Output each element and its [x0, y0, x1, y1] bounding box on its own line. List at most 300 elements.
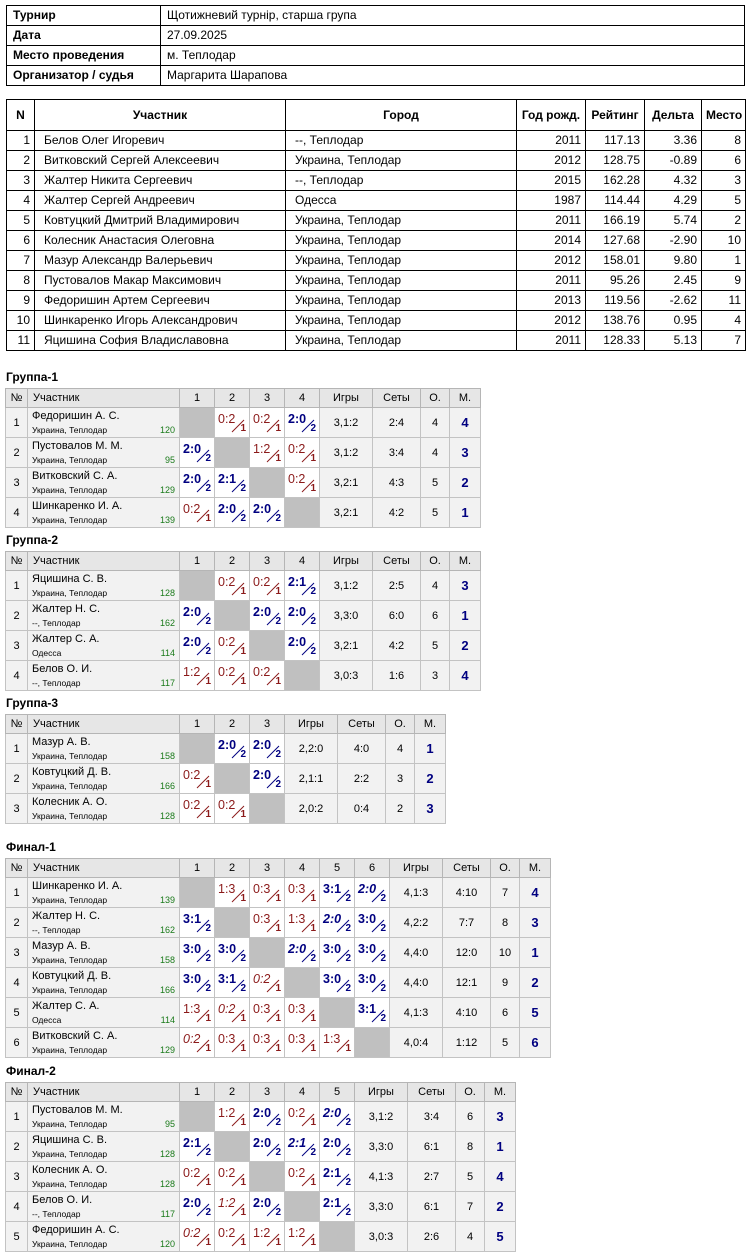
player-place: 1 — [485, 1132, 516, 1162]
match-score: 2:0 — [253, 502, 272, 516]
group-header-opponent: 4 — [285, 552, 320, 571]
player-games: 4,4:0 — [390, 938, 443, 968]
match-score: 2:0 — [253, 1106, 272, 1120]
group-player-row — [6, 998, 551, 1028]
participant-cell: 114.44 — [586, 191, 645, 211]
match-points: 1 — [240, 1237, 246, 1248]
participant-cell: -2.62 — [645, 291, 702, 311]
match-score: 0:3 — [253, 882, 271, 896]
player-name: Витковский С. А. — [32, 1030, 118, 1042]
player-rating: 114 — [160, 648, 175, 658]
player-rating: 158 — [159, 751, 175, 761]
match-points: 2 — [275, 749, 281, 760]
self-match-cell — [250, 938, 285, 968]
info-row — [7, 46, 745, 66]
match-score-cell — [285, 571, 320, 601]
participant-row — [7, 151, 746, 171]
player-sets: 6:0 — [373, 601, 421, 631]
match-score-cell — [285, 878, 320, 908]
player-name: Жалтер Н. С. — [32, 910, 101, 922]
match-points: 1 — [240, 1177, 246, 1188]
match-score-cell — [250, 438, 285, 468]
player-city: Украина, Теплодар — [32, 1179, 108, 1189]
match-score-cell — [215, 1028, 250, 1058]
match-score: 0:2 — [253, 665, 271, 679]
match-points: 1 — [345, 1043, 351, 1054]
player-name: Белов О. И. — [32, 663, 93, 675]
participant-cell: 1987 — [517, 191, 586, 211]
player-place: 1 — [415, 734, 446, 764]
match-points: 2 — [345, 953, 351, 964]
group-player-row — [6, 794, 446, 824]
participant-cell: 4 — [7, 191, 35, 211]
info-label: Место проведения — [7, 46, 161, 66]
group-player-no: 3 — [6, 1162, 28, 1192]
participant-cell: 3 — [702, 171, 746, 191]
match-score-cell — [180, 1192, 215, 1222]
player-sets: 7:7 — [443, 908, 491, 938]
match-points: 2 — [205, 1207, 211, 1218]
match-score: 0:3 — [218, 1032, 236, 1046]
player-place: 2 — [450, 468, 481, 498]
match-points: 2 — [310, 646, 316, 657]
participant-cell: Украина, Теплодар — [286, 271, 517, 291]
match-points: 1 — [310, 1013, 316, 1024]
group-player-no: 6 — [6, 1028, 28, 1058]
participant-cell: Жалтер Сергей Андреевич — [35, 191, 286, 211]
group-header-place: М. — [520, 859, 551, 878]
group-player-no: 3 — [6, 794, 28, 824]
match-points: 2 — [380, 953, 386, 964]
match-score-cell — [355, 968, 390, 998]
group-header-opponent: 3 — [250, 1083, 285, 1102]
group-table — [5, 1082, 516, 1252]
player-games: 3,3:0 — [320, 601, 373, 631]
player-points: 6 — [491, 998, 520, 1028]
match-score-cell — [250, 601, 285, 631]
group-header-opponent: 3 — [250, 552, 285, 571]
match-points: 2 — [205, 646, 211, 657]
player-points: 4 — [456, 1222, 485, 1252]
player-place: 1 — [450, 498, 481, 528]
player-games: 3,2:1 — [320, 631, 373, 661]
match-score-cell — [180, 468, 215, 498]
match-points: 1 — [205, 809, 211, 820]
participant-row — [7, 191, 746, 211]
player-points: 6 — [456, 1102, 485, 1132]
match-score-cell — [250, 1132, 285, 1162]
match-score: 2:0 — [288, 412, 307, 426]
group-player-row — [6, 498, 481, 528]
player-name: Витковский С. А. — [32, 470, 118, 482]
player-sets: 3:4 — [373, 438, 421, 468]
group-player-row — [6, 631, 481, 661]
participant-cell: Украина, Теплодар — [286, 211, 517, 231]
group-header-games: Игры — [285, 715, 338, 734]
match-score-cell — [250, 1102, 285, 1132]
player-points: 7 — [491, 878, 520, 908]
group-player-cell — [28, 631, 180, 661]
match-points: 1 — [205, 1013, 211, 1024]
participant-row — [7, 331, 746, 351]
player-rating: 128 — [159, 811, 175, 821]
participant-cell: 166.19 — [586, 211, 645, 231]
group-player-no: 3 — [6, 938, 28, 968]
match-score-cell — [215, 1222, 250, 1252]
participant-cell: 2011 — [517, 211, 586, 231]
participant-cell: 158.01 — [586, 251, 645, 271]
group-player-cell — [28, 601, 180, 631]
player-place: 1 — [450, 601, 481, 631]
match-score: 1:2 — [218, 1106, 236, 1120]
group-player-row — [6, 764, 446, 794]
participant-cell: 7 — [7, 251, 35, 271]
group-player-row — [6, 968, 551, 998]
group-header-no: № — [6, 552, 28, 571]
group-player-row — [6, 1162, 516, 1192]
match-score-cell — [355, 908, 390, 938]
match-points: 1 — [240, 1013, 246, 1024]
match-score: 1:3 — [323, 1032, 341, 1046]
participants-header-cell: Дельта — [645, 100, 702, 131]
player-points: 5 — [421, 631, 450, 661]
participant-cell: 119.56 — [586, 291, 645, 311]
match-points: 2 — [205, 923, 211, 934]
match-score: 2:0 — [358, 882, 377, 896]
player-city: Украина, Теплодар — [32, 1239, 108, 1249]
player-city: Украина, Теплодар — [32, 1119, 108, 1129]
player-games: 4,1:3 — [390, 998, 443, 1028]
group-header-opponent: 1 — [180, 1083, 215, 1102]
info-label: Дата — [7, 26, 161, 46]
player-place: 4 — [485, 1162, 516, 1192]
match-score: 3:0 — [358, 942, 377, 956]
match-score: 0:2 — [253, 972, 271, 986]
group-player-cell — [28, 1132, 180, 1162]
group-player-row — [6, 601, 481, 631]
group-header-games: Игры — [390, 859, 443, 878]
match-score: 2:0 — [288, 605, 307, 619]
match-score-cell — [285, 631, 320, 661]
group-player-no: 1 — [6, 734, 28, 764]
match-points: 1 — [240, 676, 246, 687]
match-points: 2 — [380, 1013, 386, 1024]
participants-header-row — [7, 100, 746, 131]
match-points: 2 — [275, 779, 281, 790]
match-score-cell — [320, 938, 355, 968]
player-rating: 117 — [160, 1209, 175, 1219]
participant-cell: 5 — [7, 211, 35, 231]
player-points: 3 — [386, 764, 415, 794]
match-score-cell — [180, 1028, 215, 1058]
match-score-cell — [320, 1102, 355, 1132]
match-score-cell — [215, 998, 250, 1028]
participant-cell: 6 — [702, 151, 746, 171]
match-score-cell — [285, 1162, 320, 1192]
match-score: 0:2 — [253, 575, 271, 589]
participant-cell: 162.28 — [586, 171, 645, 191]
player-name: Ковтуцкий Д. В. — [32, 766, 112, 778]
participant-cell: 1 — [702, 251, 746, 271]
player-place: 3 — [415, 794, 446, 824]
self-match-cell — [320, 1222, 355, 1252]
player-city: Украина, Теплодар — [32, 425, 108, 435]
match-score: 2:0 — [253, 768, 272, 782]
group-header-no: № — [6, 715, 28, 734]
match-points: 2 — [310, 423, 316, 434]
player-name: Федоришин А. С. — [32, 1224, 120, 1236]
player-games: 2,1:1 — [285, 764, 338, 794]
match-score-cell — [215, 938, 250, 968]
match-points: 2 — [345, 893, 351, 904]
match-points: 1 — [205, 513, 211, 524]
match-score-cell — [180, 1132, 215, 1162]
participant-cell: Белов Олег Игоревич — [35, 131, 286, 151]
group-player-cell — [28, 1162, 180, 1192]
match-score-cell — [285, 1102, 320, 1132]
player-games: 4,1:3 — [390, 878, 443, 908]
participant-cell: --, Теплодар — [286, 171, 517, 191]
group-header-player: Участник — [28, 859, 180, 878]
match-score: 2:0 — [253, 1136, 272, 1150]
player-games: 4,4:0 — [390, 968, 443, 998]
match-score: 2:0 — [288, 942, 307, 956]
match-score: 1:3 — [218, 882, 236, 896]
match-score: 0:2 — [183, 798, 201, 812]
match-score-cell — [250, 661, 285, 691]
player-points: 5 — [456, 1162, 485, 1192]
match-points: 1 — [240, 586, 246, 597]
match-score: 0:2 — [218, 412, 236, 426]
match-points: 1 — [205, 779, 211, 790]
match-score-cell — [250, 878, 285, 908]
match-points: 1 — [275, 983, 281, 994]
match-score-cell — [180, 498, 215, 528]
group-player-cell — [28, 1192, 180, 1222]
match-points: 2 — [205, 953, 211, 964]
match-score: 0:2 — [218, 575, 236, 589]
match-score: 1:3 — [183, 1002, 201, 1016]
player-rating: 162 — [159, 618, 175, 628]
group-player-no: 2 — [6, 908, 28, 938]
player-city: Украина, Теплодар — [32, 781, 108, 791]
group-header-place: М. — [450, 552, 481, 571]
player-points: 4 — [421, 571, 450, 601]
participant-cell: 127.68 — [586, 231, 645, 251]
match-points: 1 — [310, 1237, 316, 1248]
player-place: 5 — [485, 1222, 516, 1252]
match-score: 0:2 — [288, 442, 306, 456]
player-place: 2 — [415, 764, 446, 794]
group-header-opponent: 1 — [180, 859, 215, 878]
group-header-games: Игры — [320, 552, 373, 571]
participants-header-cell: Участник — [35, 100, 286, 131]
match-score: 1:3 — [288, 912, 306, 926]
group-player-cell — [28, 794, 180, 824]
group-player-row — [6, 468, 481, 498]
player-games: 3,0:3 — [355, 1222, 408, 1252]
group-table — [5, 714, 446, 824]
match-points: 2 — [205, 453, 211, 464]
group-player-row — [6, 1222, 516, 1252]
group-player-cell — [28, 408, 180, 438]
player-games: 2,2:0 — [285, 734, 338, 764]
participant-cell: 2015 — [517, 171, 586, 191]
player-games: 3,3:0 — [355, 1192, 408, 1222]
player-place: 2 — [450, 631, 481, 661]
group-header-no: № — [6, 1083, 28, 1102]
player-city: Украина, Теплодар — [32, 955, 108, 965]
match-score: 2:0 — [253, 605, 272, 619]
player-sets: 3:4 — [408, 1102, 456, 1132]
participant-cell: 11 — [702, 291, 746, 311]
match-score-cell — [180, 998, 215, 1028]
match-points: 1 — [240, 893, 246, 904]
group-header-games: Игры — [355, 1083, 408, 1102]
participant-cell: 9.80 — [645, 251, 702, 271]
match-points: 2 — [310, 953, 316, 964]
player-sets: 12:1 — [443, 968, 491, 998]
participant-cell: Пустовалов Макар Максимович — [35, 271, 286, 291]
participant-cell: --, Теплодар — [286, 131, 517, 151]
match-score: 0:2 — [288, 1106, 306, 1120]
player-points: 4 — [386, 734, 415, 764]
match-points: 2 — [205, 1147, 211, 1158]
player-points: 9 — [491, 968, 520, 998]
player-games: 4,1:3 — [355, 1162, 408, 1192]
match-score-cell — [215, 1102, 250, 1132]
match-points: 2 — [345, 923, 351, 934]
player-place: 2 — [520, 968, 551, 998]
group-player-no: 5 — [6, 1222, 28, 1252]
group-header-opponent: 2 — [215, 1083, 250, 1102]
match-score-cell — [180, 601, 215, 631]
match-score-cell — [250, 908, 285, 938]
participant-cell: Украина, Теплодар — [286, 311, 517, 331]
player-rating: 162 — [159, 925, 175, 935]
group-player-row — [6, 1132, 516, 1162]
player-points: 2 — [386, 794, 415, 824]
player-sets: 4:2 — [373, 498, 421, 528]
group-header-opponent: 1 — [180, 389, 215, 408]
group-player-row — [6, 938, 551, 968]
participant-cell: 95.26 — [586, 271, 645, 291]
self-match-cell — [180, 408, 215, 438]
participant-row — [7, 131, 746, 151]
match-score-cell — [215, 571, 250, 601]
match-score-cell — [285, 408, 320, 438]
player-rating: 114 — [160, 1015, 175, 1025]
player-points: 5 — [421, 468, 450, 498]
match-score: 3:1 — [358, 1002, 377, 1016]
player-city: Украина, Теплодар — [32, 515, 108, 525]
match-score-cell — [355, 878, 390, 908]
group-player-cell — [28, 438, 180, 468]
match-score-cell — [285, 908, 320, 938]
match-score-cell — [285, 438, 320, 468]
group-player-no: 4 — [6, 498, 28, 528]
match-score: 2:0 — [288, 635, 307, 649]
match-score: 0:2 — [183, 1226, 201, 1240]
group-player-cell — [28, 1028, 180, 1058]
participant-cell: 138.76 — [586, 311, 645, 331]
player-name: Мазур А. В. — [32, 940, 91, 952]
match-score-cell — [250, 998, 285, 1028]
match-points: 1 — [275, 423, 281, 434]
match-points: 1 — [205, 1237, 211, 1248]
group-player-cell — [28, 571, 180, 601]
match-score: 0:2 — [288, 1166, 306, 1180]
player-points: 4 — [421, 438, 450, 468]
match-points: 2 — [205, 483, 211, 494]
group-player-no: 1 — [6, 1102, 28, 1132]
participant-cell: Федоришин Артем Сергеевич — [35, 291, 286, 311]
group-player-row — [6, 438, 481, 468]
player-name: Белов О. И. — [32, 1194, 93, 1206]
player-rating: 128 — [159, 588, 175, 598]
participant-cell: 2014 — [517, 231, 586, 251]
group-header-opponent: 3 — [250, 859, 285, 878]
player-games: 4,0:4 — [390, 1028, 443, 1058]
match-score: 0:2 — [183, 1032, 201, 1046]
group-player-row — [6, 1192, 516, 1222]
match-score-cell — [180, 438, 215, 468]
participants-table — [6, 99, 746, 351]
participant-row — [7, 271, 746, 291]
participant-cell: 4 — [702, 311, 746, 331]
match-score-cell — [250, 1192, 285, 1222]
match-score-cell — [215, 968, 250, 998]
match-score-cell — [320, 908, 355, 938]
group-player-no: 3 — [6, 631, 28, 661]
group-header-row — [6, 389, 481, 408]
player-sets: 4:2 — [373, 631, 421, 661]
player-rating: 158 — [159, 955, 175, 965]
group-header-place: М. — [485, 1083, 516, 1102]
match-score-cell — [250, 571, 285, 601]
match-score: 0:2 — [218, 1226, 236, 1240]
match-points: 1 — [240, 646, 246, 657]
group-header-row — [6, 552, 481, 571]
player-points: 5 — [491, 1028, 520, 1058]
match-points: 2 — [240, 513, 246, 524]
self-match-cell — [215, 438, 250, 468]
match-score: 2:0 — [183, 635, 202, 649]
match-score: 0:2 — [218, 1166, 236, 1180]
match-points: 1 — [240, 809, 246, 820]
match-score: 3:0 — [323, 972, 342, 986]
group-header-sets: Сеты — [443, 859, 491, 878]
participant-cell: 2.45 — [645, 271, 702, 291]
group-header-opponent: 3 — [250, 389, 285, 408]
group-player-no: 2 — [6, 1132, 28, 1162]
player-place: 3 — [485, 1102, 516, 1132]
match-score-cell — [215, 794, 250, 824]
participant-cell: Колесник Анастасия Олеговна — [35, 231, 286, 251]
info-row — [7, 66, 745, 86]
match-score: 3:0 — [183, 972, 202, 986]
match-score: 0:3 — [253, 1032, 271, 1046]
match-score: 2:1 — [288, 1136, 307, 1150]
group-player-cell — [28, 878, 180, 908]
player-rating: 166 — [159, 985, 175, 995]
participant-cell: Мазур Александр Валерьевич — [35, 251, 286, 271]
match-score-cell — [180, 794, 215, 824]
player-city: Украина, Теплодар — [32, 588, 108, 598]
match-score: 2:0 — [253, 1196, 272, 1210]
group-header-row — [6, 1083, 516, 1102]
group-player-row — [6, 1102, 516, 1132]
